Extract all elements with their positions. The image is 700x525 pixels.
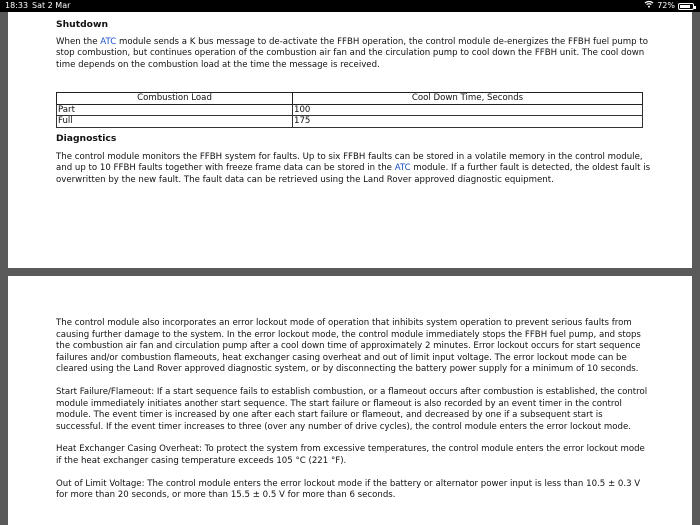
table-row <box>57 116 643 128</box>
diagnostics-section <box>56 133 651 186</box>
document-page-1[interactable] <box>8 12 692 268</box>
diagnostics-heading: Diagnostics <box>56 133 117 144</box>
shutdown-heading: Shutdown <box>56 19 109 30</box>
status-bar <box>0 0 700 12</box>
diagnostics-paragraph: The control module monitors the FFBH system for faults. Up to six FFBH faults can be stored in a volatile memory in the control module, and up to 10 FFBH faults together with freeze frame data can be stored in the ATC module. If a further fault is detected, the oldest fault is overwritten by the new fault. The fault data can be retrieved using the Land Rover approved diagnostic equipment. <box>56 151 651 185</box>
table-header: Cool Down Time, Seconds <box>293 93 643 105</box>
table-cell: 100 <box>293 104 643 116</box>
wifi-icon <box>644 0 654 12</box>
table-cell: Full <box>57 116 293 128</box>
document-page-2[interactable] <box>8 276 692 525</box>
error-lockout-section <box>56 318 651 502</box>
battery-percent: 72% <box>657 1 675 10</box>
cool-down-table <box>56 92 643 128</box>
table-header: Combustion Load <box>57 93 293 105</box>
battery-icon <box>678 3 694 10</box>
status-right <box>644 0 694 12</box>
table-cell: Part <box>57 104 293 116</box>
shutdown-section <box>56 19 651 71</box>
table-row <box>57 104 643 116</box>
shutdown-paragraph: When the ATC module sends a K bus message to de-activate the FFBH operation, the control module de-energizes the FFBH fuel pump to stop combustion, but continues operation of the combustion air fan and the circulation pump to cool down the FFBH unit. The cool down time depends on the combustion load at the time the message is received. <box>56 36 648 70</box>
atc-link[interactable]: ATC <box>394 163 411 174</box>
start-failure-paragraph: Start Failure/Flameout: If a start sequence fails to establish combustion, or a flameout occurs after combustion is established, the control module immediately initiates another start sequence. The start failure or flameout is also recorded by an event timer in the control module. The event timer is increased by one after each start failure or flameout, and decreased by one if a subsequent start is successful. If the event timer increases to three (over any number of drive cycles), the control module enters the error lockout mode. <box>56 386 648 432</box>
status-time: 18:33 <box>5 1 29 10</box>
table-header-row <box>57 93 643 105</box>
table-cell: 175 <box>293 116 643 128</box>
overheat-paragraph: Heat Exchanger Casing Overheat: To protect the system from excessive temperatures, the control module enters the error lockout mode if the heat exchanger casing temperature exceeds 105 °C (221 °F). <box>56 444 645 466</box>
status-date: Sat 2 Mar <box>32 1 71 10</box>
voltage-paragraph: Out of Limit Voltage: The control module enters the error lockout mode if the battery or alternator power input is less than 10.5 ± 0.3 V for more than 20 seconds, or more than 15.5 ± 0.5 V for more than 6 seconds. <box>56 478 641 501</box>
atc-link[interactable]: ATC <box>100 36 117 47</box>
lockout-paragraph: The control module also incorporates an error lockout mode of operation that inhibits system operation to prevent serious faults from causing further damage to the system. In the error lockout mode, the control module immediately stops the FFBH fuel pump, and stops the combustion air fan and circulation pump after a cool down time of approximately 2 minutes. Error lockout occurs for start sequence failures and/or combustion flameouts, heat exchanger casing overheat and out of limit input voltage. The error lockout mode can be cleared using the Land Rover approved diagnostic system, or by disconnecting the battery power supply for a minimum of 10 seconds. <box>56 318 641 375</box>
cool-down-table-wrapper <box>56 92 643 128</box>
